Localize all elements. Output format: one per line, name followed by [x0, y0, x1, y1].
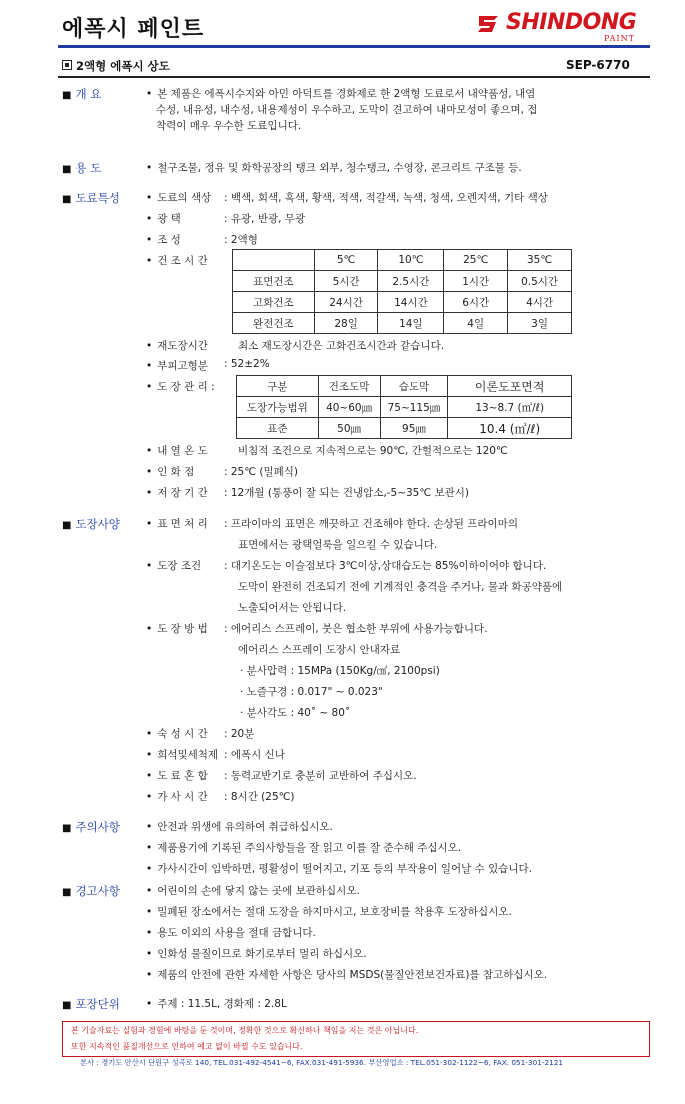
- table-cell: 2.5시간: [378, 271, 444, 292]
- table-cell: 28일: [314, 313, 378, 334]
- page-title: 에폭시 페인트: [62, 17, 205, 42]
- table-cell: 건조도막: [318, 376, 380, 397]
- gloss-label: • 광 택: [146, 211, 181, 226]
- thinner-value: : 에폭시 신나: [224, 749, 285, 761]
- condition-line: 노출되어서는 안됩니다.: [238, 602, 347, 614]
- logo-sub: PAINT: [604, 34, 635, 43]
- table-row: [237, 418, 572, 439]
- condition-label: • 도장 조건: [146, 558, 201, 573]
- overview-line: 착력이 매우 우수한 도료입니다.: [156, 120, 302, 132]
- table-cell: 75~115㎛: [380, 397, 448, 418]
- solids-label: • 부피고형분: [146, 358, 208, 373]
- warning-item: • 용도 이외의 사용을 절대 금합니다.: [146, 925, 316, 940]
- heat-resistance-value: 비침적 조건으로 지속적으로는 90℃, 간헐적으로는 120℃: [238, 445, 508, 457]
- table-header-row: [237, 376, 572, 397]
- table-cell: 40~60㎛: [318, 397, 380, 418]
- table-row: [237, 397, 572, 418]
- disclaimer-line: 본 기술자료는 실험과 경험에 바탕을 둔 것이며, 정확한 것으로 확신하나 책임을 지는 것은 아닙니다.: [71, 1026, 419, 1035]
- table-cell: 0.5시간: [508, 271, 572, 292]
- condition-line: : 대기온도는 이슬점보다 3℃이상,상대습도는 85%이하이어야 합니다.: [224, 560, 547, 572]
- table-cell: 95㎛: [380, 418, 448, 439]
- table-cell: 25℃: [444, 250, 508, 271]
- method-line: 에어리스 스프레이 도장시 안내자료: [238, 644, 401, 656]
- section-warning: ■ 경고사항: [62, 883, 120, 899]
- header-rule: [58, 45, 650, 48]
- usage-text: • 철구조물, 정유 및 화학공장의 탱크 외부, 청수탱크, 수영장, 콘크리트 구조물 등.: [146, 160, 522, 175]
- storage-label: • 저 장 기 간: [146, 485, 208, 500]
- surface-line: 표면에서는 광택얼룩을 일으킬 수 있습니다.: [238, 539, 438, 551]
- packaging-text: • 주제 : 11.5L, 경화제 : 2.8L: [146, 996, 287, 1011]
- table-cell: 14시간: [378, 292, 444, 313]
- gloss-value: : 유광, 반광, 무광: [224, 213, 306, 225]
- surface-label: • 표 면 처 리: [146, 516, 208, 531]
- overview-line: 수성, 내유성, 내수성, 내용제성이 우수하고, 도막이 견고하여 내마모성이 좋으며, 접: [156, 104, 538, 116]
- section-spec: ■ 도장사양: [62, 516, 120, 532]
- table-cell: 3일: [508, 313, 572, 334]
- storage-value: : 12개월 (통풍이 잘 되는 건냉암소,-5~35℃ 보관시): [224, 487, 470, 499]
- recoat-label: • 재도장시간: [146, 338, 208, 353]
- table-cell: 13~8.7 (㎡/ℓ): [448, 397, 572, 418]
- method-line: · 노즐구경 : 0.017" ~ 0.023": [240, 686, 383, 698]
- warning-item: • 밀폐된 장소에서는 절대 도장을 하지마시고, 보호장비를 착용후 도장하십시오.: [146, 904, 512, 919]
- table-cell: 4일: [444, 313, 508, 334]
- subtitle-rule: [58, 76, 650, 78]
- table-cell: 10.4 (㎡/ℓ): [448, 418, 572, 439]
- table-cell: 표면건조: [233, 271, 315, 292]
- table-cell: 14일: [378, 313, 444, 334]
- table-cell: 이론도포면적: [448, 376, 572, 397]
- section-usage: ■ 용 도: [62, 160, 101, 176]
- section-properties: ■ 도료특성: [62, 190, 120, 206]
- table-cell: 5시간: [314, 271, 378, 292]
- table-cell: 구분: [237, 376, 319, 397]
- application-mgmt-label: • 도 장 관 리 :: [146, 379, 215, 394]
- overview-line: • 본 제품은 에폭시수지와 아민 아덕트를 경화제로 한 2액형 도료로서 내약품성, 내염: [146, 86, 535, 101]
- method-line: : 에어리스 스프레이, 붓은 협소한 부위에 사용가능합니다.: [224, 623, 488, 635]
- method-label: • 도 장 방 법: [146, 621, 208, 636]
- surface-line: : 프라이마의 표면은 깨끗하고 건조해야 한다. 손상된 프라이마의: [224, 518, 518, 530]
- composition-value: : 2액형: [224, 234, 258, 246]
- table-cell: 완전건조: [233, 313, 315, 334]
- table-cell: 1시간: [444, 271, 508, 292]
- table-row: [233, 313, 572, 334]
- application-mgmt-table: [236, 375, 572, 439]
- caution-item: • 제품용기에 기록된 주의사항들을 잘 읽고 이를 잘 준수해 주십시오.: [146, 840, 461, 855]
- warning-item: • 제품의 안전에 관한 자세한 사항은 당사의 MSDS(물질안전보건자료)를 참고하십시오.: [146, 967, 547, 982]
- disclaimer-box: [62, 1021, 650, 1057]
- logo-text: SHINDONG: [506, 10, 637, 35]
- solids-value: : 52±2%: [224, 358, 270, 370]
- table-cell: 4시간: [508, 292, 572, 313]
- company-footer: 본사 : 경기도 안산시 단원구 성곡로 140, TEL.031-492-4541~6, FAX.031-491-5936. 부산영업소 : TEL.051-302-1122~6, FAX. 051-301-2121: [80, 1058, 564, 1067]
- table-cell: [233, 250, 315, 271]
- product-name: 2액형 에폭시 상도: [62, 58, 170, 74]
- heat-resistance-label: • 내 열 온 도: [146, 443, 208, 458]
- pot-life-value: : 8시간 (25℃): [224, 791, 295, 803]
- maturing-value: : 20분: [224, 728, 255, 740]
- maturing-label: • 숙 성 시 간: [146, 726, 208, 741]
- square-icon: [62, 60, 72, 70]
- color-label: • 도료의 색상: [146, 190, 211, 205]
- condition-line: 도막이 완전히 건조되기 전에 기계적인 충격을 주거나, 물과 화공약품에: [238, 581, 563, 593]
- disclaimer-line: 또한 지속적인 품질개선으로 인하여 예고 없이 바뀔 수도 있습니다.: [71, 1042, 303, 1051]
- warning-item: • 어린이의 손에 닿지 않는 곳에 보관하십시오.: [146, 883, 360, 898]
- table-cell: 5℃: [314, 250, 378, 271]
- table-cell: 10℃: [378, 250, 444, 271]
- recoat-value: 최소 재도장시간은 고화건조시간과 같습니다.: [238, 340, 445, 352]
- table-row: [233, 292, 572, 313]
- section-packaging: ■ 포장단위: [62, 996, 120, 1012]
- table-cell: 6시간: [444, 292, 508, 313]
- method-line: · 분사압력 : 15MPa (150Kg/㎠, 2100psi): [240, 665, 440, 677]
- warning-item: • 인화성 물질이므로 화기로부터 멀리 하십시오.: [146, 946, 367, 961]
- table-header-row: [233, 250, 572, 271]
- composition-label: • 조 성: [146, 232, 181, 247]
- table-cell: 도장가능범위: [237, 397, 319, 418]
- table-cell: 표준: [237, 418, 319, 439]
- mixing-value: : 동력교반기로 충분히 교반하여 주십시오.: [224, 770, 417, 782]
- method-line: · 분사각도 : 40˚ ~ 80˚: [240, 707, 351, 719]
- dry-time-table: [232, 249, 572, 334]
- dry-time-label: • 건 조 시 간: [146, 253, 208, 268]
- section-caution: ■ 주의사항: [62, 819, 120, 835]
- flash-point-label: • 인 화 점: [146, 464, 194, 479]
- pot-life-label: • 가 사 시 간: [146, 789, 208, 804]
- section-overview: ■ 개 요: [62, 86, 101, 102]
- product-code: SEP-6770: [566, 58, 630, 72]
- thinner-label: • 희석및세척제: [146, 747, 218, 762]
- table-row: [233, 271, 572, 292]
- logo-mark-icon: [476, 12, 502, 34]
- mixing-label: • 도 료 혼 합: [146, 768, 208, 783]
- flash-point-value: : 25℃ (밀폐식): [224, 466, 298, 478]
- table-cell: 24시간: [314, 292, 378, 313]
- color-value: : 백색, 회색, 흑색, 황색, 적색, 적갈색, 녹색, 청색, 오렌지색, 기타 색상: [224, 192, 548, 204]
- caution-item: • 안전과 위생에 유의하여 취급하십시오.: [146, 819, 333, 834]
- company-logo: [476, 10, 652, 46]
- table-cell: 고화건조: [233, 292, 315, 313]
- caution-item: • 가사시간이 임박하면, 평활성이 떨어지고, 기포 등의 부작용이 일어날 수 있습니다.: [146, 861, 532, 876]
- table-cell: 습도막: [380, 376, 448, 397]
- table-cell: 50㎛: [318, 418, 380, 439]
- table-cell: 35℃: [508, 250, 572, 271]
